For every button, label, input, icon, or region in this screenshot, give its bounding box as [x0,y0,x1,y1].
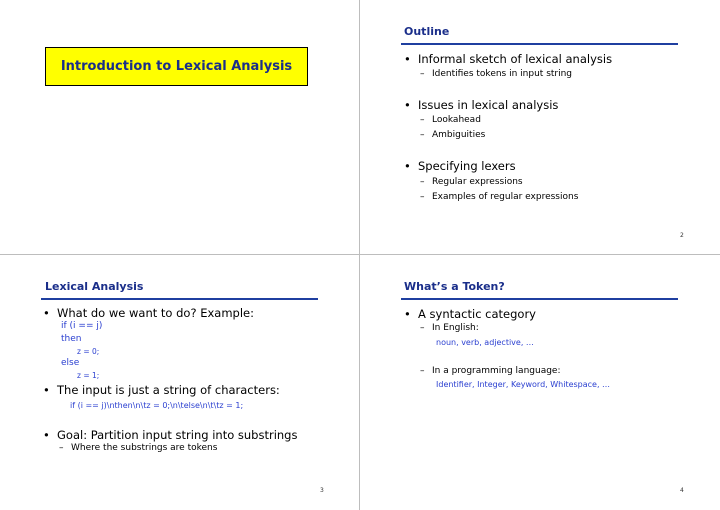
horizontal-divider [0,254,720,255]
slide2-bullet-2: • Issues in lexical analysis [418,98,558,112]
slide2-sub-3-2: – Examples of regular expressions [432,192,578,202]
slide2-bullet-1: • Informal sketch of lexical analysis [418,52,612,66]
slide3-code-line-2: then [61,334,82,344]
slide3-sub-3: – Where the substrings are tokens [71,443,217,453]
slide2-page-number: 2 [680,232,684,239]
slide2-sub-1-1: – Identifies tokens in input string [432,69,572,79]
slide3-page-number: 3 [320,487,324,494]
slide3-heading: Lexical Analysis [45,280,144,293]
slide3-bullet-1: • What do we want to do? Example: [57,306,254,320]
slide3-code-line-1: if (i == j) [61,321,103,331]
slide3-bullet-3: • Goal: Partition input string into substrings [57,428,297,442]
slide2-heading-rule [401,43,678,45]
slide2-sub-3-1: – Regular expressions [432,177,523,187]
slide4-bullet-1: • A syntactic category [418,307,536,321]
slide4-heading-rule [401,298,678,300]
slide4-sub-2: – In a programming language: [432,366,561,376]
slide3-code-line-5: z = 1; [77,371,100,380]
slide4-page-number: 4 [680,487,684,494]
slide3-input-string: if (i == j)\nthen\n\tz = 0;\n\telse\n\t\tz = 1; [70,401,244,410]
slide4-sub-1: – In English: [432,323,479,333]
slide2-heading: Outline [404,25,450,38]
slide3-bullet-2: • The input is just a string of characters: [57,383,280,397]
slide4-examples-2: Identifier, Integer, Keyword, Whitespace, … [436,380,611,389]
slide3-code-line-4: else [61,358,80,368]
slide2-sub-2-2: – Ambiguities [432,130,485,140]
slide4-heading: What’s a Token? [404,280,505,293]
slide1-title-box [45,47,308,86]
slide4-examples-1: noun, verb, adjective, … [436,338,534,347]
vertical-divider [359,0,360,510]
slide1-title: Introduction to Lexical Analysis [60,59,293,74]
slide3-heading-rule [41,298,318,300]
slide3-code-line-3: z = 0; [77,347,100,356]
slide2-bullet-3: • Specifying lexers [418,159,516,173]
slide2-sub-2-1: – Lookahead [432,115,481,125]
